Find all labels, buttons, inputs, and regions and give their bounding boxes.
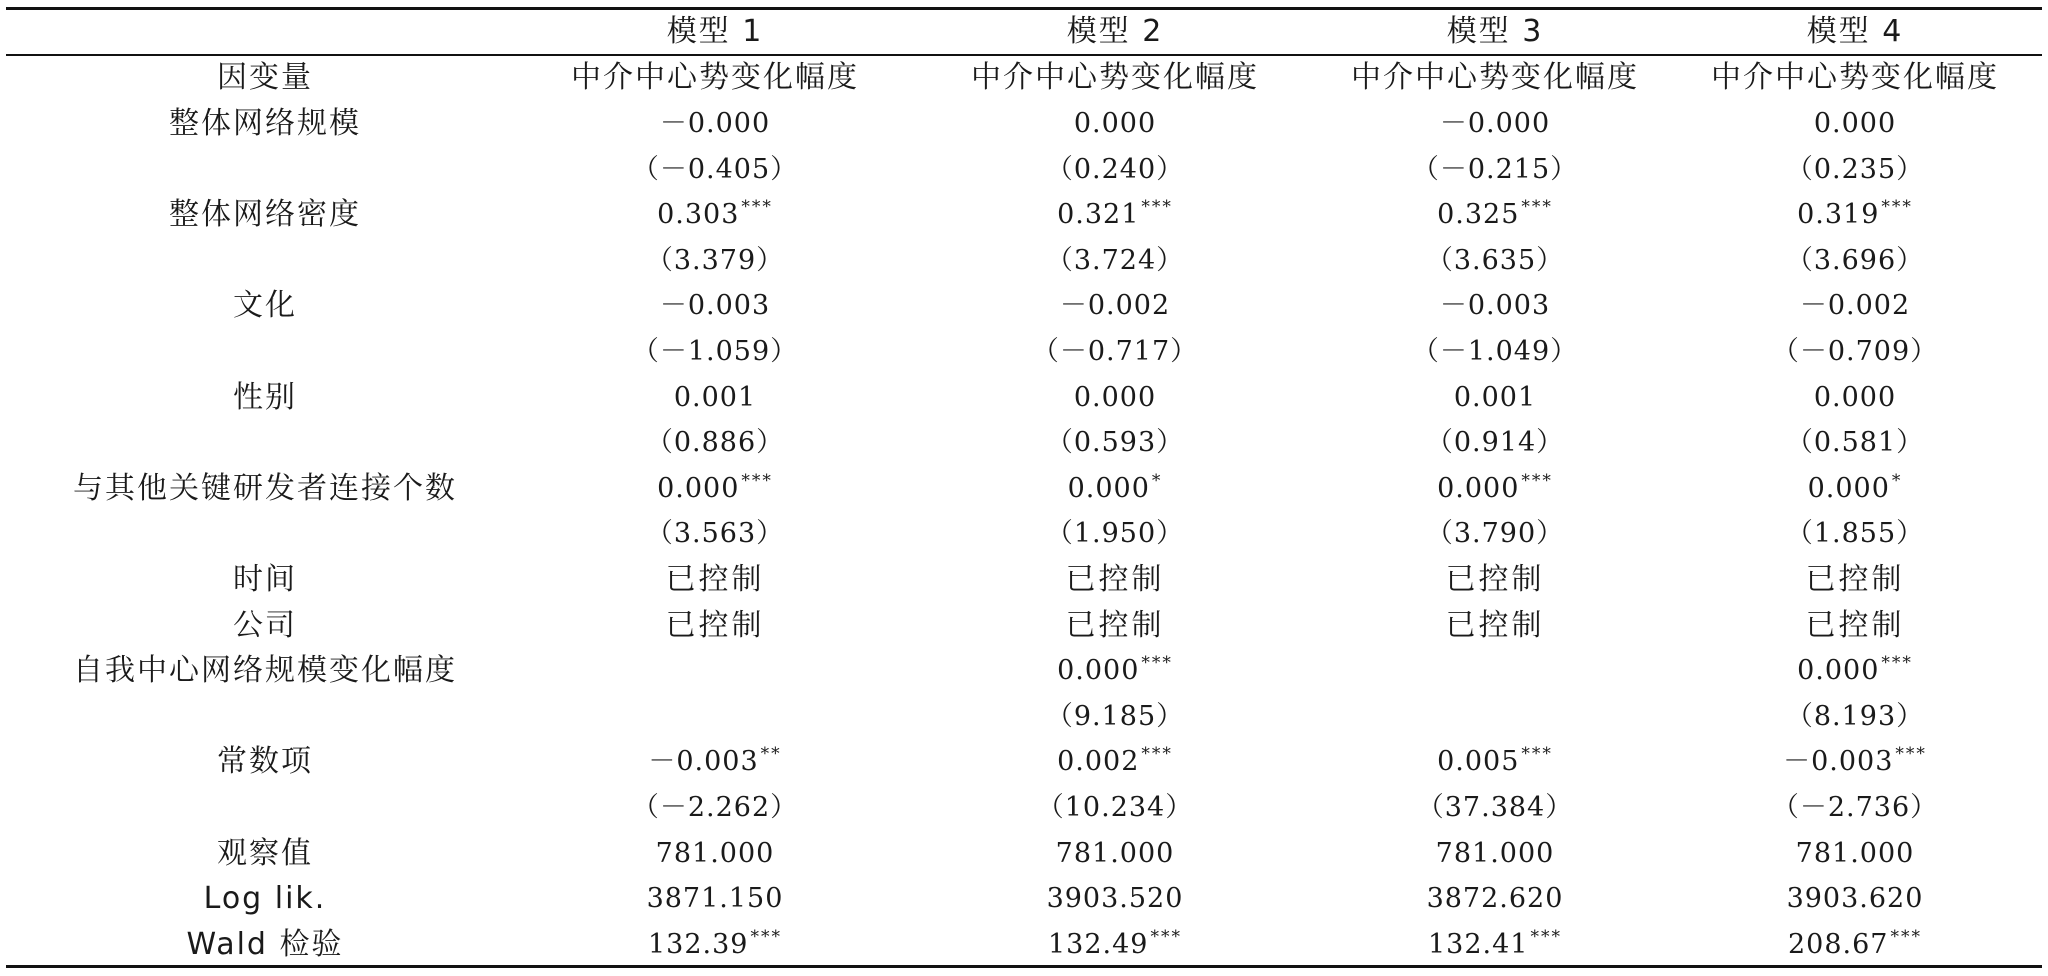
model-2-cell [960,739,1270,785]
model-3-cell [1340,739,1650,785]
cell-value: （0.886） [645,427,785,458]
model-2-cell [960,375,1270,421]
cell-value: 0.000 [657,473,740,504]
model-2-cell [960,648,1270,694]
table-row [0,831,2048,877]
cell-value: 781.000 [655,838,775,869]
model-3-cell [1340,283,1650,329]
model-1-cell [560,375,870,421]
model-1-cell [560,739,870,785]
cell-value: －0.000 [1439,108,1551,139]
model-4-cell [1700,147,2010,193]
table-row [0,192,2048,238]
model-1-cell [560,466,870,512]
cell-value: （0.240） [1045,154,1185,185]
cell-value: （－0.405） [631,154,799,185]
cell-value: （－1.049） [1411,336,1579,367]
model-1-cell [560,192,870,238]
model-2-cell [960,147,1270,193]
model-3-cell [1340,329,1650,375]
model-1-cell [560,876,870,922]
table-row-t-stat [0,329,2048,375]
significance-stars: * [1891,471,1903,491]
significance-stars: *** [1881,653,1913,673]
table-row-t-stat [0,511,2048,557]
model-1-cell [560,922,870,968]
model-1-cell [560,694,870,740]
dependent-variable-label: 因变量 [217,60,313,95]
model-1-header: 模型 1 [666,14,764,49]
cell-value: 0.000 [1807,473,1890,504]
cell-value: －0.003 [659,290,771,321]
model-2-cell [960,283,1270,329]
cell-value: 0.001 [673,382,757,413]
significance-stars: *** [1150,927,1182,947]
cell-value: （3.563） [645,518,785,549]
cell-value: 0.000 [1813,108,1897,139]
cell-value: －0.003 [648,746,759,777]
cell-value: （0.593） [1045,427,1185,458]
model-4-cell [1700,785,2010,831]
model-2-cell [960,694,1270,740]
row-label [60,238,470,284]
cell-value: 132.49 [1048,929,1149,960]
table-row [0,876,2048,922]
cell-value: 0.000 [1067,473,1150,504]
model-2-cell [960,511,1270,557]
model-2-cell [960,831,1270,877]
model-1-cell [560,101,870,147]
model-4-cell [1700,648,2010,694]
model-1-cell [560,420,870,466]
model-3-cell [1340,603,1650,649]
model-1-cell [560,238,870,284]
significance-stars: *** [1890,927,1922,947]
model-4-cell [1700,375,2010,421]
significance-stars: *** [1141,653,1173,673]
model-header-row [0,9,2048,55]
row-label [60,147,470,193]
model-3-cell [1340,466,1650,512]
model-4-cell [1700,238,2010,284]
table-row [0,375,2048,421]
model-2-header: 模型 2 [1066,14,1164,49]
table-row-t-stat [0,238,2048,284]
model-2-cell [960,101,1270,147]
model-4-cell [1700,329,2010,375]
significance-stars: *** [1895,744,1927,764]
model-3-cell [1340,101,1650,147]
table-row [0,283,2048,329]
cell-value: （1.950） [1045,518,1185,549]
model-3-header: 模型 3 [1446,14,1544,49]
model-2-cell [960,420,1270,466]
model-2-cell [960,329,1270,375]
table-row [0,466,2048,512]
cell-value: －0.002 [1059,290,1171,321]
significance-stars: *** [1881,197,1913,217]
cell-value: 0.000 [1073,108,1157,139]
row-label: 自我中心网络规模变化幅度 [73,653,457,688]
table-row-t-stat [0,785,2048,831]
model-2-cell [960,603,1270,649]
row-label: 公司 [233,608,297,643]
cell-value: （－0.215） [1411,154,1579,185]
model-2-cell [960,876,1270,922]
table-row-t-stat [0,420,2048,466]
dependent-variable-model-2: 中介中心势变化幅度 [971,60,1259,95]
cell-value: 0.303 [657,199,740,230]
model-4-cell [1700,420,2010,466]
cell-value: 0.319 [1797,199,1880,230]
dependent-variable-model-4: 中介中心势变化幅度 [1711,60,1999,95]
cell-value: （3.790） [1425,518,1565,549]
cell-value: （－0.709） [1771,336,1939,367]
row-label: 性别 [233,380,297,415]
significance-stars: *** [750,927,782,947]
cell-value: 已控制 [665,562,765,597]
cell-value: 已控制 [1445,562,1545,597]
model-3-cell [1340,831,1650,877]
row-label [60,785,470,831]
row-label: 常数项 [217,744,313,779]
cell-value: （－0.717） [1031,336,1199,367]
row-label: 观察值 [217,836,313,871]
cell-value: （37.384） [1416,792,1574,823]
model-2-cell [960,785,1270,831]
model-3-cell [1340,147,1650,193]
row-label [60,329,470,375]
cell-value: （3.724） [1045,245,1185,276]
cell-value: －0.003 [1439,290,1551,321]
model-1-cell [560,831,870,877]
cell-value: （0.914） [1425,427,1565,458]
row-label: 整体网络规模 [169,106,361,141]
dependent-variable-model-3: 中介中心势变化幅度 [1351,60,1639,95]
model-4-cell [1700,192,2010,238]
cell-value: 已控制 [1065,608,1165,643]
cell-value: （9.185） [1045,701,1185,732]
model-3-cell [1340,557,1650,603]
cell-value: 已控制 [1805,562,1905,597]
row-label: Wald 检验 [186,927,344,962]
model-3-cell [1340,648,1650,694]
cell-value: 781.000 [1795,838,1915,869]
model-2-cell [960,922,1270,968]
cell-value: 已控制 [1065,562,1165,597]
row-label: 与其他关键研发者连接个数 [73,471,457,506]
cell-value: 208.67 [1788,929,1889,960]
model-1-cell [560,511,870,557]
model-1-cell [560,147,870,193]
model-2-cell [960,557,1270,603]
model-3-cell [1340,785,1650,831]
significance-stars: *** [1141,197,1173,217]
row-label: Log lik. [203,881,327,916]
model-2-cell [960,238,1270,284]
model-4-cell [1700,739,2010,785]
table-row [0,739,2048,785]
row-label: 文化 [233,288,297,323]
cell-value: 已控制 [665,608,765,643]
table-row [0,603,2048,649]
cell-value: 132.39 [648,929,749,960]
row-label [60,694,470,740]
model-4-cell [1700,922,2010,968]
model-4-cell [1700,876,2010,922]
row-label: 时间 [233,562,297,597]
significance-stars: * [1151,471,1163,491]
dependent-variable-row [0,55,2048,101]
cell-value: 0.005 [1437,746,1520,777]
model-1-cell [560,329,870,375]
significance-stars: ** [760,744,782,764]
cell-value: 已控制 [1445,608,1545,643]
table-row [0,922,2048,968]
cell-value: 0.000 [1073,382,1157,413]
model-3-cell [1340,876,1650,922]
cell-value: 0.325 [1437,199,1520,230]
model-4-cell [1700,101,2010,147]
cell-value: 0.000 [1437,473,1520,504]
model-1-cell [560,557,870,603]
significance-stars: *** [1521,471,1553,491]
table-row [0,648,2048,694]
model-4-cell [1700,511,2010,557]
cell-value: 781.000 [1055,838,1175,869]
table-row-t-stat [0,694,2048,740]
significance-stars: *** [741,471,773,491]
cell-value: 3871.150 [646,883,784,914]
cell-value: （0.235） [1785,154,1925,185]
model-3-cell [1340,694,1650,740]
cell-value: 781.000 [1435,838,1555,869]
model-3-cell [1340,192,1650,238]
significance-stars: *** [1530,927,1562,947]
dependent-variable-model-1: 中介中心势变化幅度 [571,60,859,95]
cell-value: （－2.262） [631,792,799,823]
model-1-cell [560,785,870,831]
cell-value: （－2.736） [1771,792,1939,823]
model-1-cell [560,648,870,694]
table-row-t-stat [0,147,2048,193]
cell-value: （0.581） [1785,427,1925,458]
table-row [0,101,2048,147]
cell-value: （10.234） [1036,792,1194,823]
model-1-cell [560,603,870,649]
cell-value: 3903.520 [1046,883,1184,914]
model-3-cell [1340,922,1650,968]
cell-value: 3872.620 [1426,883,1564,914]
row-label [60,420,470,466]
cell-value: 0.000 [1057,655,1140,686]
model-1-cell [560,283,870,329]
cell-value: （8.193） [1785,701,1925,732]
cell-value: （3.696） [1785,245,1925,276]
model-4-cell [1700,466,2010,512]
model-4-cell [1700,557,2010,603]
cell-value: 132.41 [1428,929,1529,960]
cell-value: （3.379） [645,245,785,276]
cell-value: 0.002 [1057,746,1140,777]
cell-value: 已控制 [1805,608,1905,643]
model-4-cell [1700,831,2010,877]
cell-value: 0.321 [1057,199,1140,230]
model-4-cell [1700,283,2010,329]
cell-value: 0.000 [1797,655,1880,686]
cell-value: 0.000 [1813,382,1897,413]
model-3-cell [1340,238,1650,284]
cell-value: （1.855） [1785,518,1925,549]
cell-value: （3.635） [1425,245,1565,276]
significance-stars: *** [1141,744,1173,764]
cell-value: －0.000 [659,108,771,139]
model-4-cell [1700,603,2010,649]
cell-value: 3903.620 [1786,883,1924,914]
significance-stars: *** [741,197,773,217]
cell-value: 0.001 [1453,382,1537,413]
model-4-header: 模型 4 [1806,14,1904,49]
cell-value: －0.003 [1783,746,1894,777]
row-label: 整体网络密度 [169,197,361,232]
model-3-cell [1340,511,1650,557]
cell-value: （－1.059） [631,336,799,367]
row-label [60,511,470,557]
model-2-cell [960,192,1270,238]
model-3-cell [1340,375,1650,421]
model-2-cell [960,466,1270,512]
table-row [0,557,2048,603]
significance-stars: *** [1521,197,1553,217]
cell-value: －0.002 [1799,290,1911,321]
model-3-cell [1340,420,1650,466]
model-4-cell [1700,694,2010,740]
significance-stars: *** [1521,744,1553,764]
